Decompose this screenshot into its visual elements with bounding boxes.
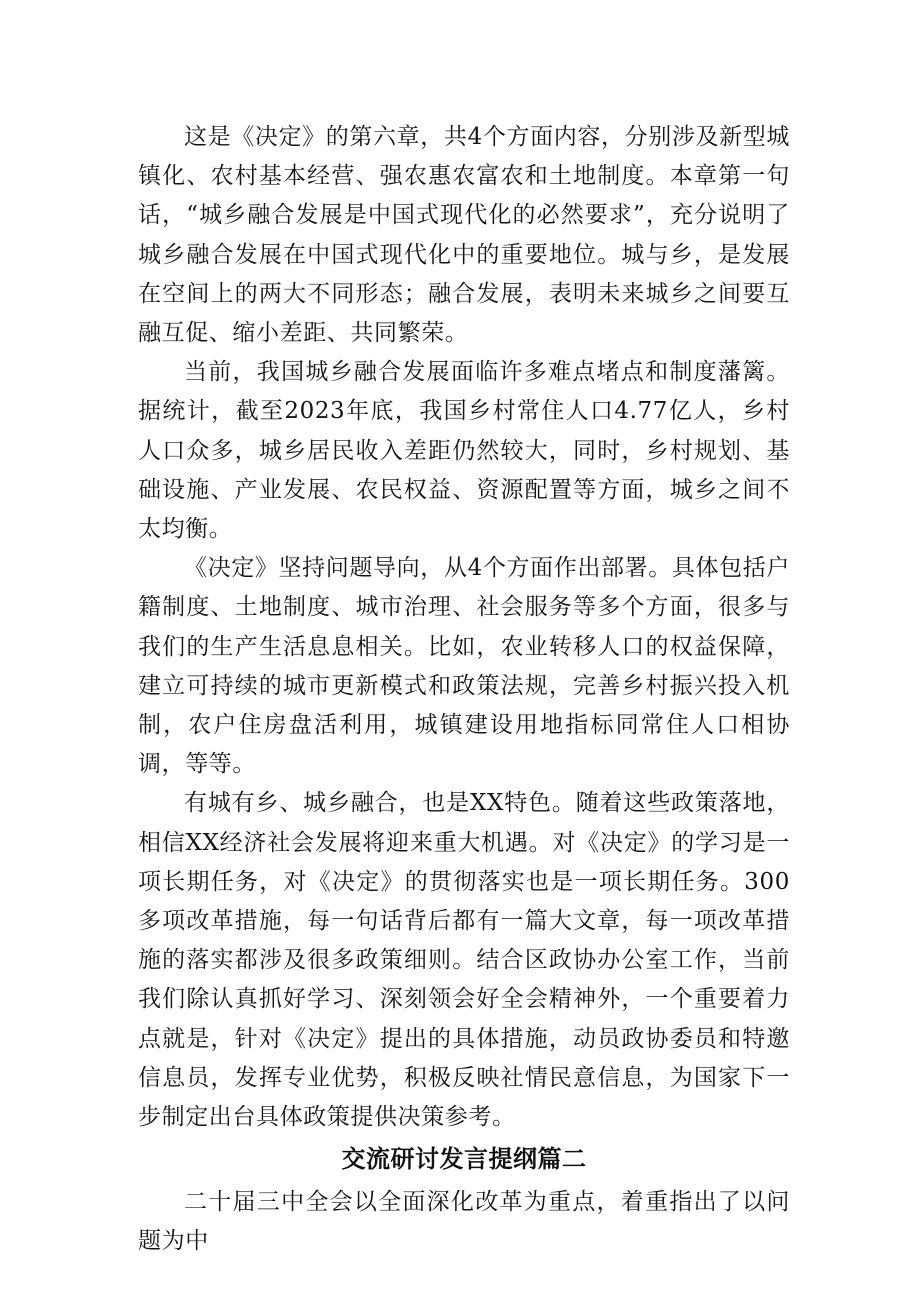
paragraph-4: 有城有乡、城乡融合，也是XX特色。随着这些政策落地，相信XX经济社会发展将迎来重大机遇。对《决定》的学习是一项长期任务，对《决定》的贯彻落实也是一项长期任务。300多项改革措施，每一句话背后都有一篇大文章，每一项改革措施的落实都涉及很多政策细则。结合区政协办公室工作，当前我们除认真抓好学习、深刻领会好全会精神外，一个重要着力点就是，针对《决定》提出的具体措施，动员政协委员和特邀信息员，发挥专业优势，积极反映社情民意信息，为国家下一步制定出台具体政策提供决策参考。 [138,790,790,1131]
paragraph-3: 《决定》坚持问题导向，从4个方面作出部署。具体包括户籍制度、土地制度、城市治理、社会服务等多个方面，很多与我们的生产生活息息相关。比如，农业转移人口的权益保障，建立可持续的城市更新模式和政策法规，完善乡村振兴投入机制，农户住房盘活利用，城镇建设用地指标同常住人口相协调，等等。 [138,555,790,778]
paragraph-2: 当前，我国城乡融合发展面临许多难点堵点和制度藩篱。据统计，截至2023年底，我国乡村常住人口4.77亿人，乡村人口众多，城乡居民收入差距仍然较大，同时，乡村规划、基础设施、产业发展、农民权益、资源配置等方面，城乡之间不太均衡。 [138,359,790,543]
paragraph-5: 二十届三中全会以全面深化改革为重点，着重指出了以问题为中 [138,1189,790,1255]
section-heading: 交流研讨发言提纲篇二 [341,1145,587,1174]
paragraph-1: 这是《决定》的第六章，共4个方面内容，分别涉及新型城镇化、农村基本经营、强农惠农富农和土地制度。本章第一句话，“城乡融合发展是中国式现代化的必然要求”，充分说明了城乡融合发展在中国式现代化中的重要地位。城与乡，是发展在空间上的两大不同形态；融合发展，表明未来城乡之间要互融互促、缩小差距、共同繁荣。 [138,124,790,347]
document-body [138,118,790,1262]
